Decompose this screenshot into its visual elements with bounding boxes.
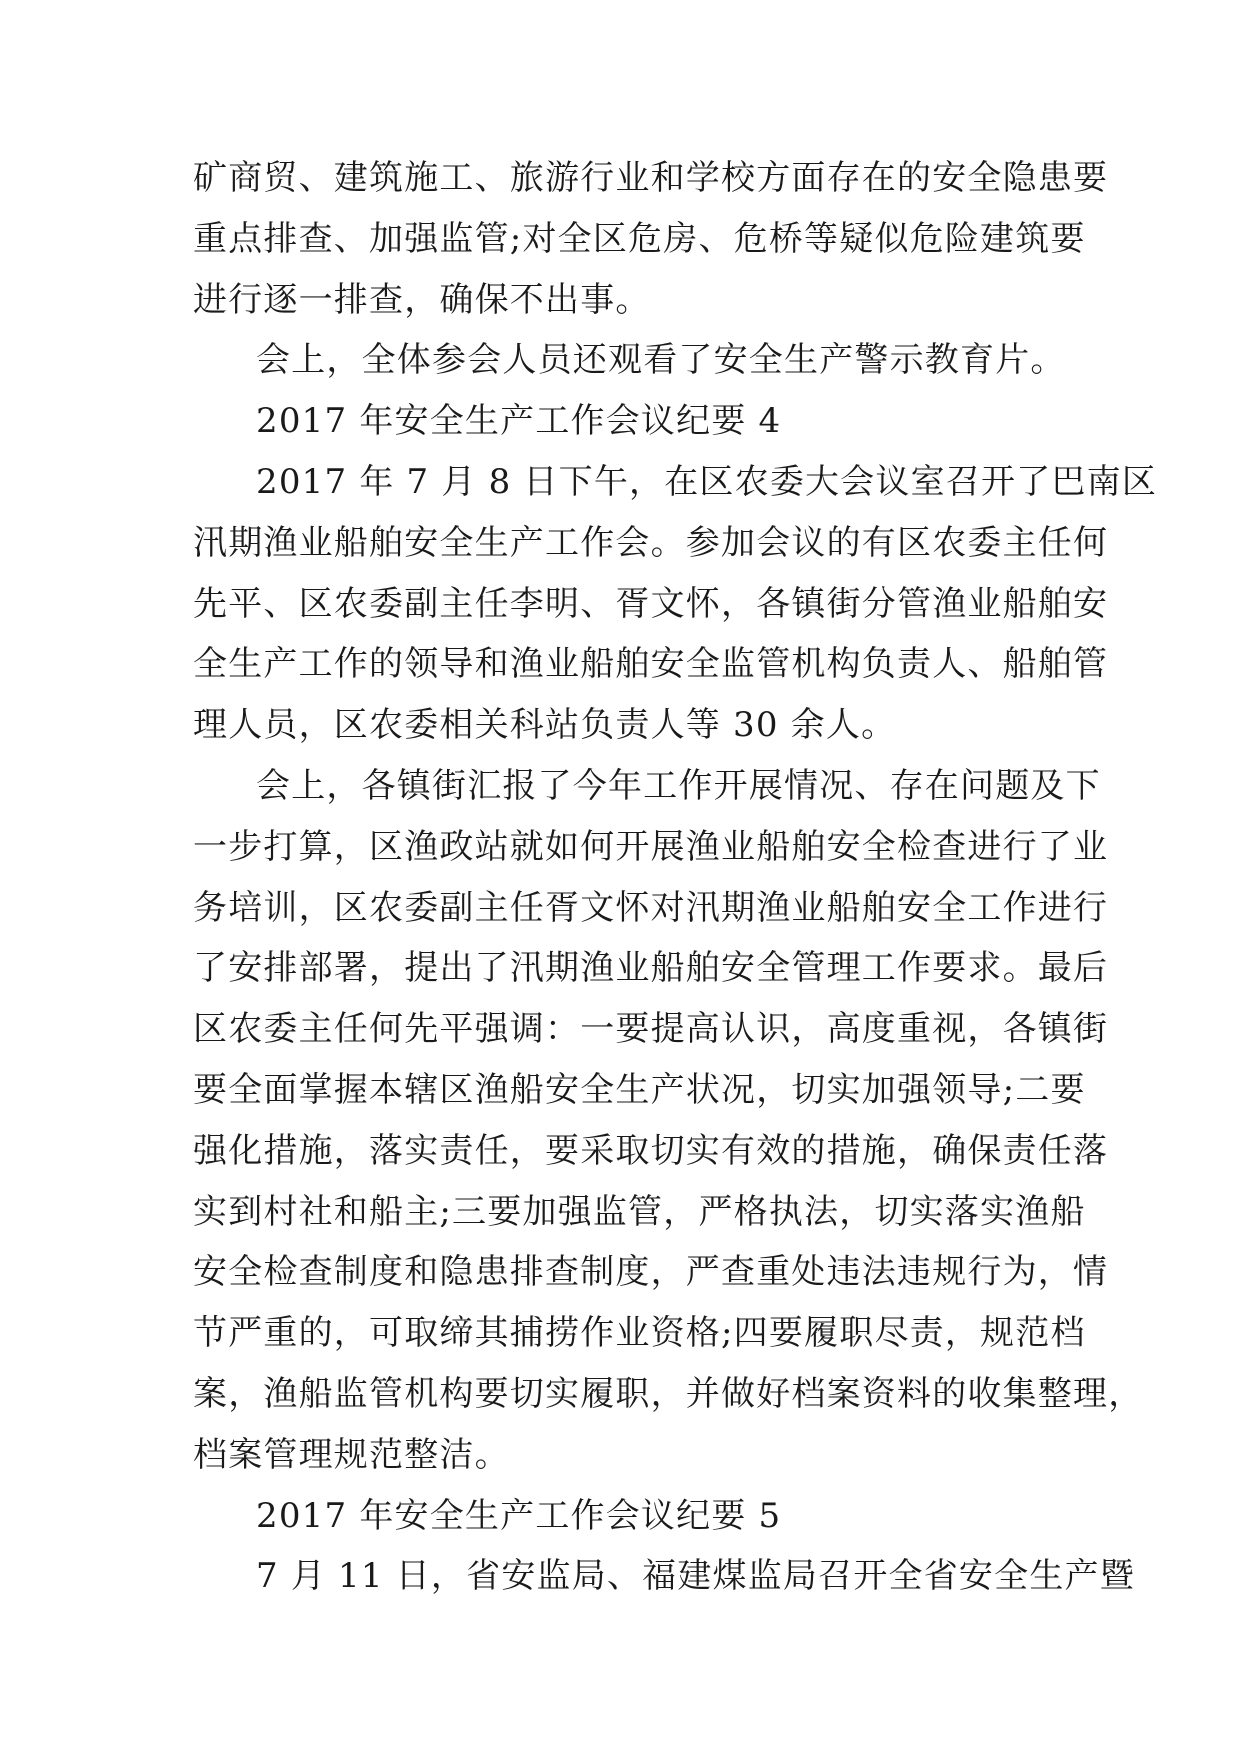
paragraph-line: 安全检查制度和隐患排查制度，严查重处违法违规行为，情 [193, 1252, 1109, 1293]
paragraph-line: 档案管理规范整洁。 [193, 1434, 510, 1475]
paragraph-line: 了安排部署，提出了汛期渔业船舶安全管理工作要求。最后 [193, 948, 1109, 989]
paragraph-line: 案，渔船监管机构要切实履职，并做好档案资料的收集整理， [193, 1373, 1144, 1414]
paragraph-line: 矿商贸、建筑施工、旅游行业和学校方面存在的安全隐患要 [193, 158, 1109, 198]
paragraph-line: 实到村社和船主;三要加强监管，严格执法，切实落实渔船 [193, 1191, 1086, 1232]
paragraph-line: 全生产工作的领导和渔业船舶安全监管机构负责人、船舶管 [193, 644, 1109, 685]
paragraph-line: 先平、区农委副主任李明、胥文怀，各镇街分管渔业船舶安 [193, 583, 1109, 624]
paragraph-line: 务培训，区农委副主任胥文怀对汛期渔业船舶安全工作进行 [193, 887, 1109, 928]
section-heading: 2017 年安全生产工作会议纪要 4 [256, 401, 782, 442]
paragraph-line: 重点排查、加强监管;对全区危房、危桥等疑似危险建筑要 [193, 218, 1086, 259]
paragraph-line: 一步打算，区渔政站就如何开展渔业船舶安全检查进行了业 [193, 826, 1109, 867]
paragraph-line: 汛期渔业船舶安全生产工作会。参加会议的有区农委主任何 [193, 522, 1109, 563]
paragraph-line: 会上，全体参会人员还观看了安全生产警示教育片。 [256, 340, 1066, 381]
section-heading: 2017 年安全生产工作会议纪要 5 [256, 1495, 782, 1536]
paragraph-line: 会上，各镇街汇报了今年工作开展情况、存在问题及下 [256, 765, 1101, 806]
paragraph-line: 节严重的，可取缔其捕捞作业资格;四要履职尽责，规范档 [193, 1313, 1086, 1354]
document-body [193, 148, 1158, 1607]
paragraph-line: 强化措施，落实责任，要采取切实有效的措施，确保责任落 [193, 1130, 1109, 1171]
paragraph-line: 理人员，区农委相关科站负责人等 30 余人。 [193, 705, 897, 746]
paragraph-line: 区农委主任何先平强调：一要提高认识，高度重视，各镇街 [193, 1009, 1109, 1050]
paragraph-line: 要全面掌握本辖区渔船安全生产状况，切实加强领导;二要 [193, 1069, 1086, 1110]
paragraph-line: 2017 年 7 月 8 日下午，在区农委大会议室召开了巴南区 [256, 461, 1158, 502]
paragraph-line: 7 月 11 日，省安监局、福建煤监局召开全省安全生产暨 [256, 1556, 1135, 1597]
paragraph-line: 进行逐一排查，确保不出事。 [193, 279, 651, 320]
